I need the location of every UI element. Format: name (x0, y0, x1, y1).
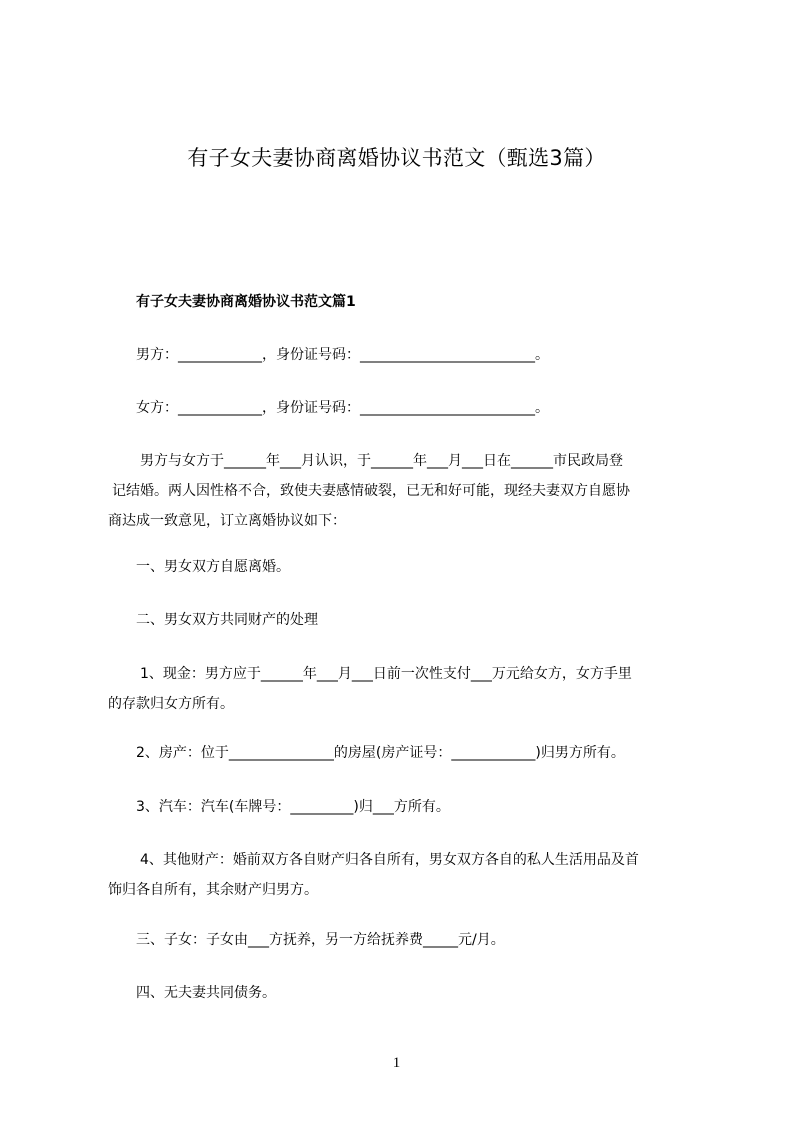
female-party-line: 女方：____________，身份证号码：_________________________。 (136, 400, 549, 416)
other-property-line: 4、其他财产：婚前双方各自财产归各自所有，男女双方各自的私人生活用品及首 (140, 852, 639, 868)
cash-line: 1、现金：男方应于______年___月___日前一次性支付___万元给女方，女方手里 (140, 666, 632, 682)
intro-line: 记结婚。两人因性格不合，致使夫妻感情破裂，已无和好可能，现经夫妻双方自愿协 (112, 483, 630, 499)
cash-paragraph (108, 659, 632, 719)
clause-3: 三、子女：子女由___方抚养，另一方给抚养费_____元/月。 (136, 932, 505, 948)
clause-2: 二、男女双方共同财产的处理 (136, 612, 318, 628)
page-number: 1 (392, 1055, 401, 1071)
house-clause: 2、房产：位于_______________的房屋(房产证号：____________)归男方所有。 (136, 745, 625, 761)
intro-line: 商达成一致意见，订立离婚协议如下： (108, 513, 346, 529)
intro-line: 男方与女方于______年___月认识，于______年___月___日在______市民政局登 (140, 453, 623, 469)
clause-4: 四、无夫妻共同债务。 (136, 985, 276, 1001)
other-property-line: 饰归各自所有，其余财产归男方。 (108, 882, 318, 898)
clause-1: 一、男女双方自愿离婚。 (136, 559, 290, 575)
other-property-paragraph (108, 845, 639, 905)
intro-paragraph (108, 446, 630, 536)
cash-line: 的存款归女方所有。 (108, 696, 234, 712)
section-heading: 有子女夫妻协商离婚协议书范文篇1 (136, 294, 356, 310)
document-title: 有子女夫妻协商离婚协议书范文（甄选3篇） (187, 146, 606, 170)
male-party-line: 男方：____________，身份证号码：_________________________。 (136, 347, 549, 363)
car-clause: 3、汽车：汽车(车牌号：_________)归___方所有。 (136, 799, 450, 815)
